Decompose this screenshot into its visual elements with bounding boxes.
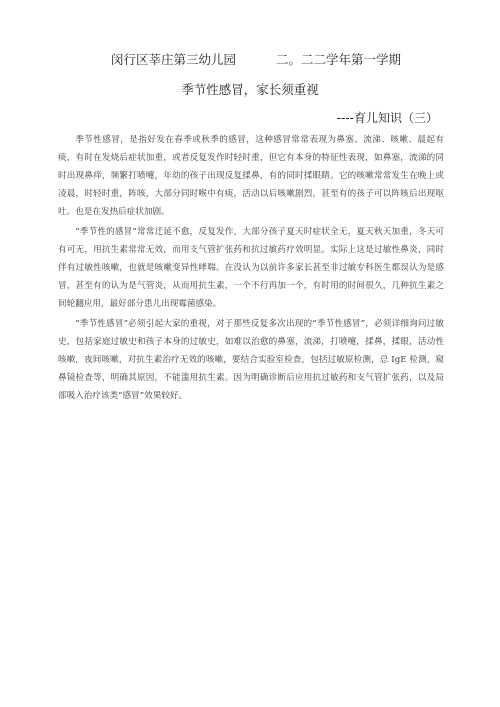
paragraph: “季节性的感冒”常常迁延不愈，反复发作，大部分孩子夏天时症状全无，夏天秋天加重，冬天可有可无，用抗生素常常无效，而用支气管扩张药和抗过敏药疗效明显。实际上这是过敏性鼻炎，同时伴有过敏性咳嗽，也就是咳嗽变异性哮喘。在没认为以前许多家长甚至非过敏专科医生都误认为是感冒，甚至有的认为是气管炎，从而用抗生素，一个不行再加一个，有时用的时间很久，几种抗生素之间轮翻应用，最好部分患儿出现霉菌感染。 bbox=[58, 227, 444, 309]
school-name: 闵行区莘庄第三幼儿园 bbox=[111, 52, 237, 67]
paragraph: 季节性感冒，是指好发在春季或秋季的感冒，这种感冒常常表现为鼻塞、流涕、咳嗽、晨起有痰，有时在发烧后症状加重，或者反复发作时轻时重，但它有本身的特征性表现，如鼻塞，流涕的同时出现鼻痒，频繁打喷嚏，年幼的孩子出现反复揉鼻，有的同时揉眼睛。它的咳嗽常常发生在晚上或凌晨，时轻时重，阵咳，大部分同时喉中有痰，活动以后咳嗽剧烈，甚至有的孩子可以阵咳后出现呕吐。也是在发热后症状加剧。 bbox=[58, 135, 444, 217]
article-title: 季节性感冒，家长须重视 bbox=[181, 82, 319, 97]
school-term: 二。二二学年第一学期 bbox=[276, 52, 402, 67]
paragraph: “季节性感冒”必须引起大家的重视，对于那些反复多次出现的“季节性感冒”，必须详细询问过敏史，包括家庭过敏史和孩子本身的过敏史，如难以治愈的鼻塞，流涕，打喷嚏，揉鼻，揉眼，活动性咳嗽，夜间咳嗽，对抗生素治疗无效的咳嗽，要结合实验室检查，包括过敏原检测，总 IgE 检测，窥鼻镜检查等，明确其原因，不能滥用抗生素。因为明确诊断后应用抗过敏药和支气管扩张药，以及局部吸入治疗该类“感冒”效果较好。 bbox=[58, 319, 444, 401]
article-body bbox=[58, 131, 444, 405]
document-header bbox=[111, 50, 411, 68]
series-subtitle: ----育儿知识（三） bbox=[336, 111, 438, 125]
